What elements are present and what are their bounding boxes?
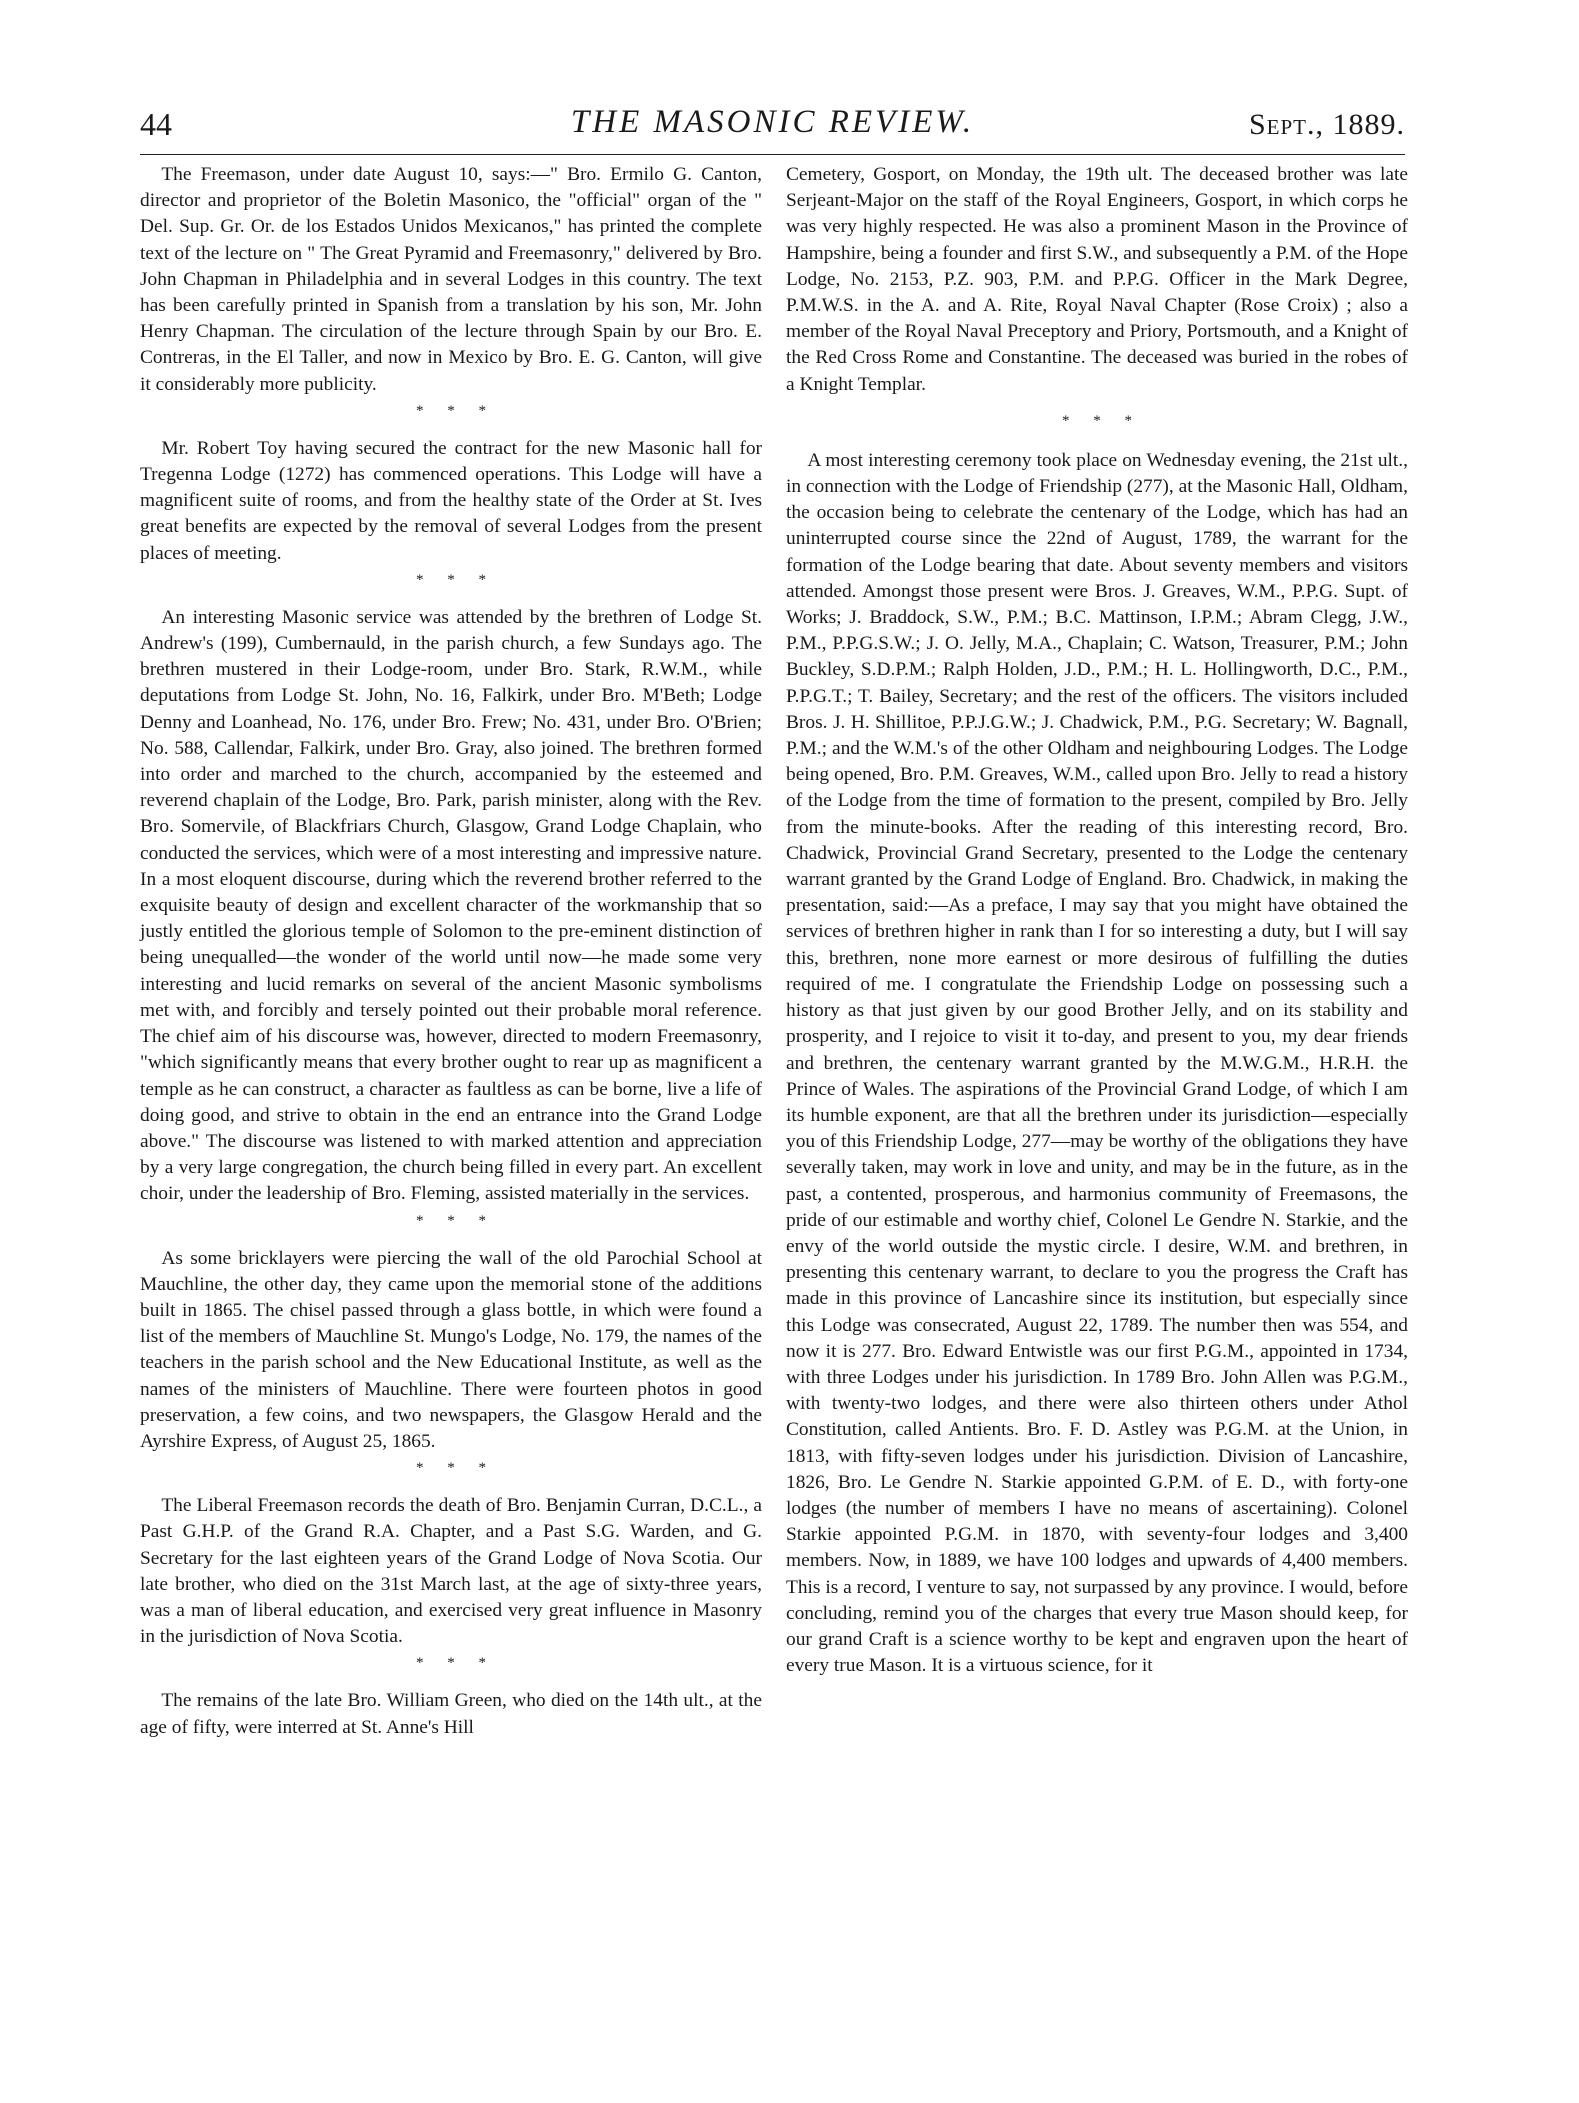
section-separator: * * *	[416, 1460, 496, 1477]
left-column	[140, 162, 762, 1741]
item-mauchline-bottle: As some bricklayers were piercing the wall of the old Parochial School at Mauchline, the other day, they came upon the memorial stone of the additions built in 1865. The chisel passed through a glass bottle, in which were found a list of the members of Mauchline St. Mungo's Lodge, No. 179, the names of the teachers in the parish school and the New Educational Institute, as well as the names of the ministers of Mauchline. There were fourteen photos in good preservation, a few coins, and two newspapers, the Glasgow Herald and the Ayrshire Express, of August 25, 1865.	[140, 1247, 762, 1452]
item-freemason-lecture: The Freemason, under date August 10, says:—" Bro. Ermilo G. Canton, director and proprietor of the Boletin Masonico, the "official" organ of the " Del. Sup. Gr. Or. de los Estados Unidos Mexicanos," has printed the complete text of the lecture on " The Great Pyramid and Freemasonry," delivered by Bro. John Chapman in Philadelphia and in several Lodges in this country. The text has been carefully printed in Spanish from a translation by his son, Mr. John Henry Chapman. The circulation of the lecture through Spain by our Bro. E. Contreras, in the El Taller, and now in Mexico by Bro. E. G. Canton, will give it considerably more publicity.	[140, 164, 762, 395]
running-header	[140, 104, 1405, 155]
right-column	[786, 162, 1408, 1679]
section-separator: * * *	[416, 571, 496, 588]
item-masonic-service: An interesting Masonic service was attended by the brethren of Lodge St. Andrew's (199), Cumbernauld, in the parish church, a few Sundays ago. The brethren mustered in their Lodge-room, under Bro. Stark, R.W.M., while deputations from Lodge St. John, No. 16, Falkirk, under Bro. M'Beth; Lodge Denny and Loanhead, No. 176, under Bro. Frew; No. 431, under Bro. O'Brien; No. 588, Callendar, Falkirk, under Bro. Gray, also joined. The brethren formed into order and marched to the church, accompanied by the esteemed and reverend chaplain of the Lodge, Bro. Park, parish minister, along with the Rev. Bro. Somervile, of Blackfriars Church, Glasgow, Grand Lodge Chaplain, who conducted the services, which were of a most interesting and impressive nature. In a most eloquent discourse, during which the reverend brother referred to the exquisite beauty of design and excellent character of the workmanship that so justly entitled the glorious temple of Solomon to the pre-eminent distinction of being unequalled—the wonder of the world until now—he made some very interesting and lucid remarks on several of the ancient Masonic symbolisms met with, and forcibly and tersely pointed out their probable moral reference. The chief aim of his discourse was, however, directed to modern Freemasonry, "which significantly means that every brother ought to rear up as magnificent a temple as he can construct, a character as faultless as can be borne, live a life of doing good, and strive to obtain in the end an entrance into the Grand Lodge above." The discourse was listened to with marked attention and appreciation by a very large congregation, the church being filled in every part. An excellent choir, under the leadership of Bro. Fleming, assisted materially in the services.	[140, 606, 762, 1205]
page-number: 44	[140, 106, 172, 142]
section-separator: * * *	[1062, 412, 1142, 429]
item-green-obituary-continued: Cemetery, Gosport, on Monday, the 19th ult. The deceased brother was late Serjeant-Major on the staff of the Royal Engineers, Gosport, in which corps he was very highly respected. He was also a prominent Mason in the Province of Hampshire, being a founder and first S.W., and subsequently a P.M. of the Hope Lodge, No. 2153, P.Z. 903, P.M. and P.P.G. Officer in the Mark Degree, P.M.W.S. in the A. and A. Rite, Royal Naval Chapter (Rose Croix) ; also a member of the Royal Naval Preceptory and Priory, Portsmouth, and a Knight of the Red Cross Rome and Constantine. The deceased was buried in the robes of a Knight Templar.	[786, 164, 1408, 395]
journal-title: THE MASONIC REVIEW.	[570, 104, 975, 140]
section-separator: * * *	[416, 402, 496, 419]
item-curran-obituary: The Liberal Freemason records the death of Bro. Benjamin Curran, D.C.L., a Past G.H.P. of the Grand R.A. Chapter, and a Past S.G. Warden, and G. Secretary for the last eighteen years of the Grand Lodge of Nova Scotia. Our late brother, who died on the 31st March last, at the age of sixty-three years, was a man of liberal education, and exercised very great influence in Masonry in the jurisdiction of Nova Scotia.	[140, 1495, 762, 1648]
item-tregenna-lodge: Mr. Robert Toy having secured the contract for the new Masonic hall for Tregenna Lodge (1272) has commenced operations. This Lodge will have a magnificent suite of rooms, and from the healthy state of the Order at St. Ives great benefits are expected by the removal of several Lodges from the present places of meeting.	[140, 437, 762, 564]
issue-date: Sept., 1889.	[1248, 108, 1405, 141]
item-friendship-lodge-centenary: A most interesting ceremony took place on Wednesday evening, the 21st ult., in connection with the Lodge of Friendship (277), at the Masonic Hall, Oldham, the occasion being to celebrate the centenary of the Lodge, which has had an uninterrupted course since the 22nd of August, 1789, the warrant for the formation of the Lodge bearing that date. About seventy members and visitors attended. Amongst those present were Bros. J. Greaves, W.M., P.P.G. Supt. of Works; J. Braddock, S.W., P.M.; B.C. Mattinson, I.P.M.; Abram Clegg, J.W., P.M., P.P.G.S.W.; J. O. Jelly, M.A., Chaplain; C. Watson, Treasurer, P.M.; John Buckley, S.D.P.M.; Ralph Holden, J.D., P.M.; H. L. Hollingworth, D.C., P.M., P.P.G.T.; T. Bailey, Secretary; and the rest of the officers. The visitors included Bros. J. H. Shillitoe, P.P.J.G.W.; J. Chadwick, P.M., P.G. Secretary; W. Bagnall, P.M.; and the W.M.'s of the other Oldham and neighbouring Lodges. The Lodge being opened, Bro. P.M. Greaves, W.M., called upon Bro. Jelly to read a history of the Lodge from the time of formation to the present, compiled by Bro. Jelly from the minute-books. After the reading of this interesting record, Bro. Chadwick, Provincial Grand Secretary, presented to the Lodge the centenary warrant granted by the Grand Lodge of England. Bro. Chadwick, in making the presentation, said:—As a preface, I may say that you might have obtained the services of brethren higher in rank than I for so interesting a duty, but I will say this, brethren, none more earnest or more desirous of fulfilling the duties required of me. I congratulate the Friendship Lodge on possessing such a history as that just given by our good Brother Jelly, and on its stability and prosperity, and I rejoice to visit it to-day, and present to you, my dear friends and brethren, the centenary warrant granted by the M.W.G.M., H.R.H. the Prince of Wales. The aspirations of the Provincial Grand Lodge, of which I am its humble exponent, are that all the brethren under its jurisdiction—especially you of this Friendship Lodge, 277—may be worthy of the obligations they have severally taken, may work in love and unity, and may be in the future, as in the past, a contented, prosperous, and harmonius community of Freemasons, the pride of our estimable and worthy chief, Colonel Le Gendre N. Starkie, and the envy of the world outside the mystic circle. I desire, W.M. and brethren, in presenting this centenary warrant, to declare to you the progress the Craft has made in this province of Lancashire since its institution, but especially since this Lodge was consecrated, August 22, 1789. The number then was 554, and now it is 277. Bro. Edward Entwistle was our first P.G.M., appointed in 1734, with three Lodges under his jurisdiction. In 1789 Bro. John Allen was P.G.M., with twenty-two lodges, and there were also thirteen others under Athol Constitution, called Antients. Bro. F. D. Astley was P.G.M. at the Union, in 1813, with fifty-seven lodges under his jurisdiction. Division of Lancashire, 1826, Bro. Le Gendre N. Starkie appointed G.P.M. of E. D., with forty-one lodges (the number of members I have no means of ascertaining). Colonel Starkie appointed P.G.M. in 1870, with seventy-four lodges and 3,400 members. Now, in 1889, we have 100 lodges and upwards of 4,400 members. This is a record, I venture to say, not surpassed by any province. I would, before concluding, remind you of the charges that every true Mason should keep, for our grand Craft is a science worthy to be kept and engraven upon the heart of every true Mason. It is a virtuous science, for it	[786, 449, 1408, 1677]
item-green-obituary-start: The remains of the late Bro. William Green, who died on the 14th ult., at the age of fifty, were interred at St. Anne's Hill	[140, 1690, 762, 1738]
section-separator: * * *	[416, 1655, 496, 1672]
section-separator: * * *	[416, 1212, 496, 1229]
